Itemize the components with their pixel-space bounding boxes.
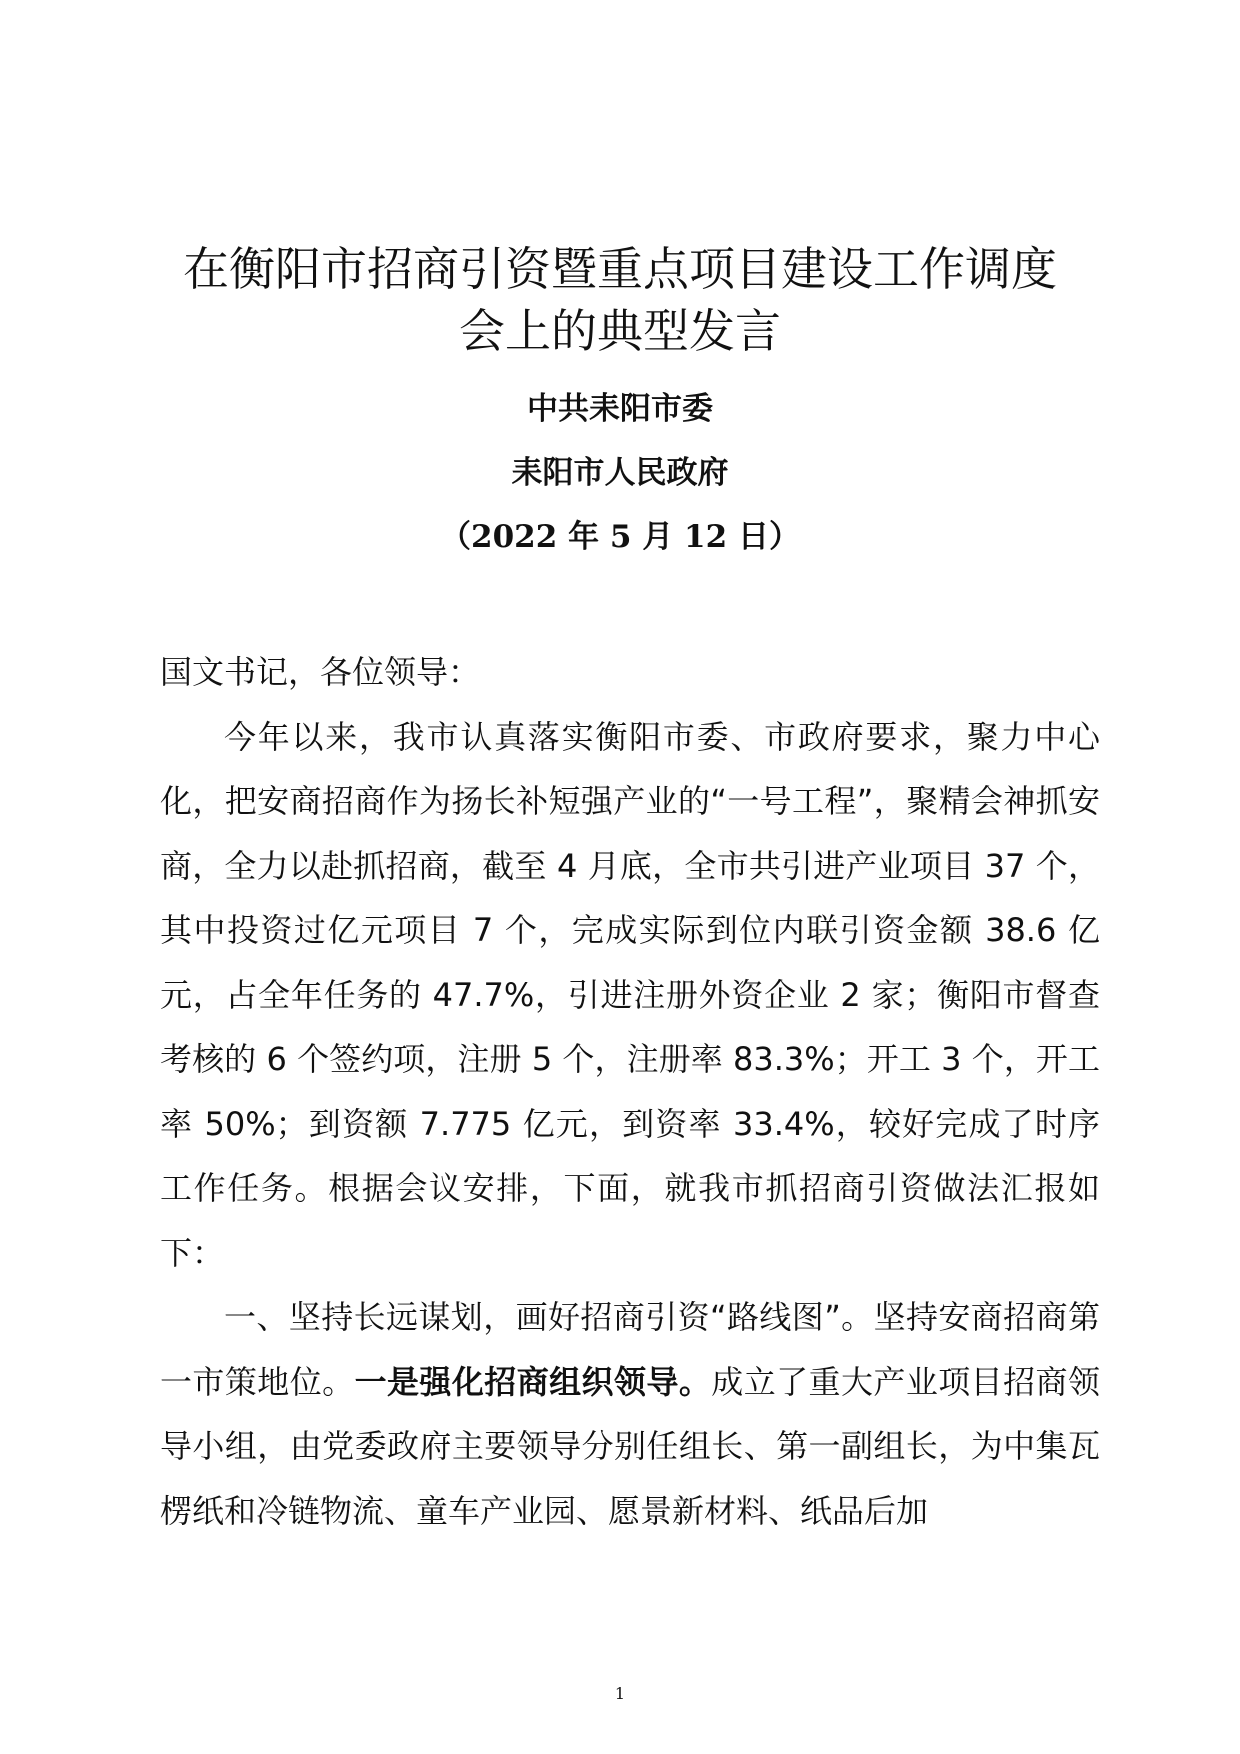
section-1-text-b: 成立了重大产业项目招商领导小组，由党委政府主要领导分别任组长、第一副组长，为中集瓦楞纸和冷链物流、童车产业园、愿景新材料、纸品后加	[160, 1362, 1100, 1530]
section-1-bold-point: 一是强化招商组织领导。	[354, 1362, 712, 1401]
document-title	[160, 238, 1080, 362]
speech-date: （2022 年 5 月 12 日）	[440, 519, 800, 555]
salutation: 国文书记，各位领导：	[160, 653, 481, 691]
section-1-heading: 一、坚持长远谋划，画好招商引资“路线图”。	[224, 1298, 874, 1336]
section-1-text-a: 坚持安商招商第一市策地位。	[160, 1298, 1100, 1401]
organization-2: 耒阳市人民政府	[511, 455, 729, 491]
paragraph-section-1	[160, 1285, 1100, 1543]
title-line-2: 会上的典型发言	[459, 304, 781, 358]
organization-1: 中共耒阳市委	[527, 391, 713, 427]
title-line-1: 在衡阳市招商引资暨重点项目建设工作调度	[183, 242, 1057, 296]
document-body	[160, 640, 1100, 1543]
page-number: 1	[614, 1684, 626, 1703]
paragraph-intro: 今年以来，我市认真落实衡阳市委、市政府要求，聚力中心化，把安商招商作为扬长补短强产业的“一号工程”，聚精会神抓安商，全力以赴抓招商，截至 4 月底，全市共引进产业项目 37 个，其中投资过亿元项目 7 个，完成实际到位内联引资金额 38.6 亿元，占全年任务的 47.7%，引进注册外资企业 2 家；衡阳市督查考核的 6 个签约项，注册 5 个，注册率 83.3%；开工 3 个，开工率 50%；到资额 7.775 亿元，到资率 33.4%，较好完成了时序工作任务。根据会议安排，下面，就我市抓招商引资做法汇报如下：	[160, 717, 1100, 1272]
